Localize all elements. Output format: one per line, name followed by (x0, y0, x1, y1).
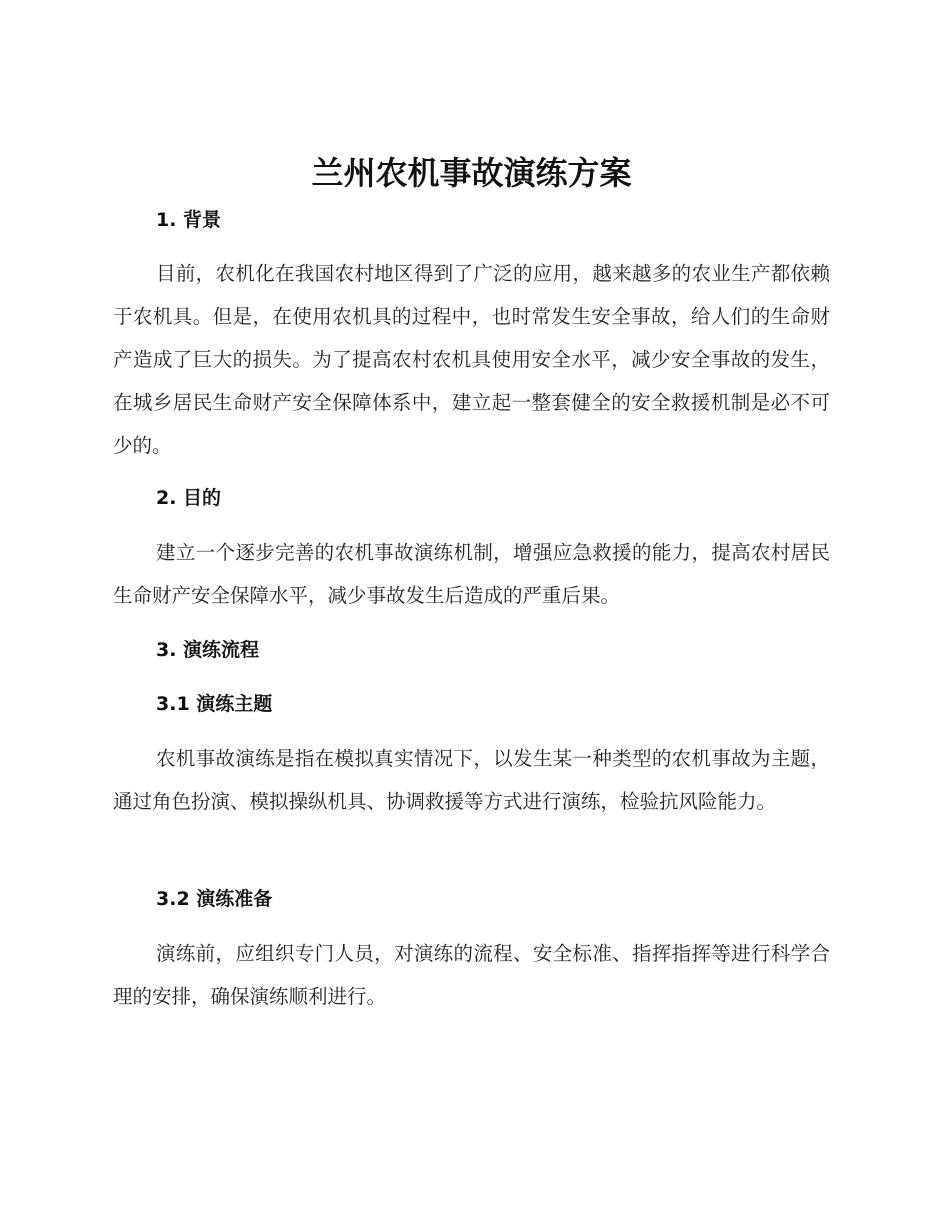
section-paragraph-background: 目前，农机化在我国农村地区得到了广泛的应用，越来越多的农业生产都依赖于农机具。但是，在使用农机具的过程中，也时常发生安全事故，给人们的生命财产造成了巨大的损失。为了提高农村农机具使用安全水平，减少安全事故的发生，在城乡居民生命财产安全保障体系中，建立起一整套健全的安全救援机制是必不可少的。 (113, 262, 830, 457)
section-heading-background: 1. 背景 (156, 209, 222, 231)
section-heading-drill-process: 3. 演练流程 (156, 639, 260, 661)
section-heading-drill-theme: 3.1 演练主题 (156, 693, 273, 715)
section-paragraph-drill-theme: 农机事故演练是指在模拟真实情况下，以发生某一种类型的农机事故为主题，通过角色扮演、模拟操纵机具、协调救援等方式进行演练，检验抗风险能力。 (113, 747, 830, 813)
document-title: 兰州农机事故演练方案 (311, 154, 632, 192)
section-heading-drill-preparation: 3.2 演练准备 (156, 888, 273, 910)
section-paragraph-purpose: 建立一个逐步完善的农机事故演练机制，增强应急救援的能力，提高农村居民生命财产安全保障水平，减少事故发生后造成的严重后果。 (113, 541, 830, 607)
section-paragraph-drill-preparation: 演练前，应组织专门人员，对演练的流程、安全标准、指挥指挥等进行科学合理的安排，确保演练顺利进行。 (113, 942, 830, 1008)
section-heading-purpose: 2. 目的 (156, 487, 222, 509)
